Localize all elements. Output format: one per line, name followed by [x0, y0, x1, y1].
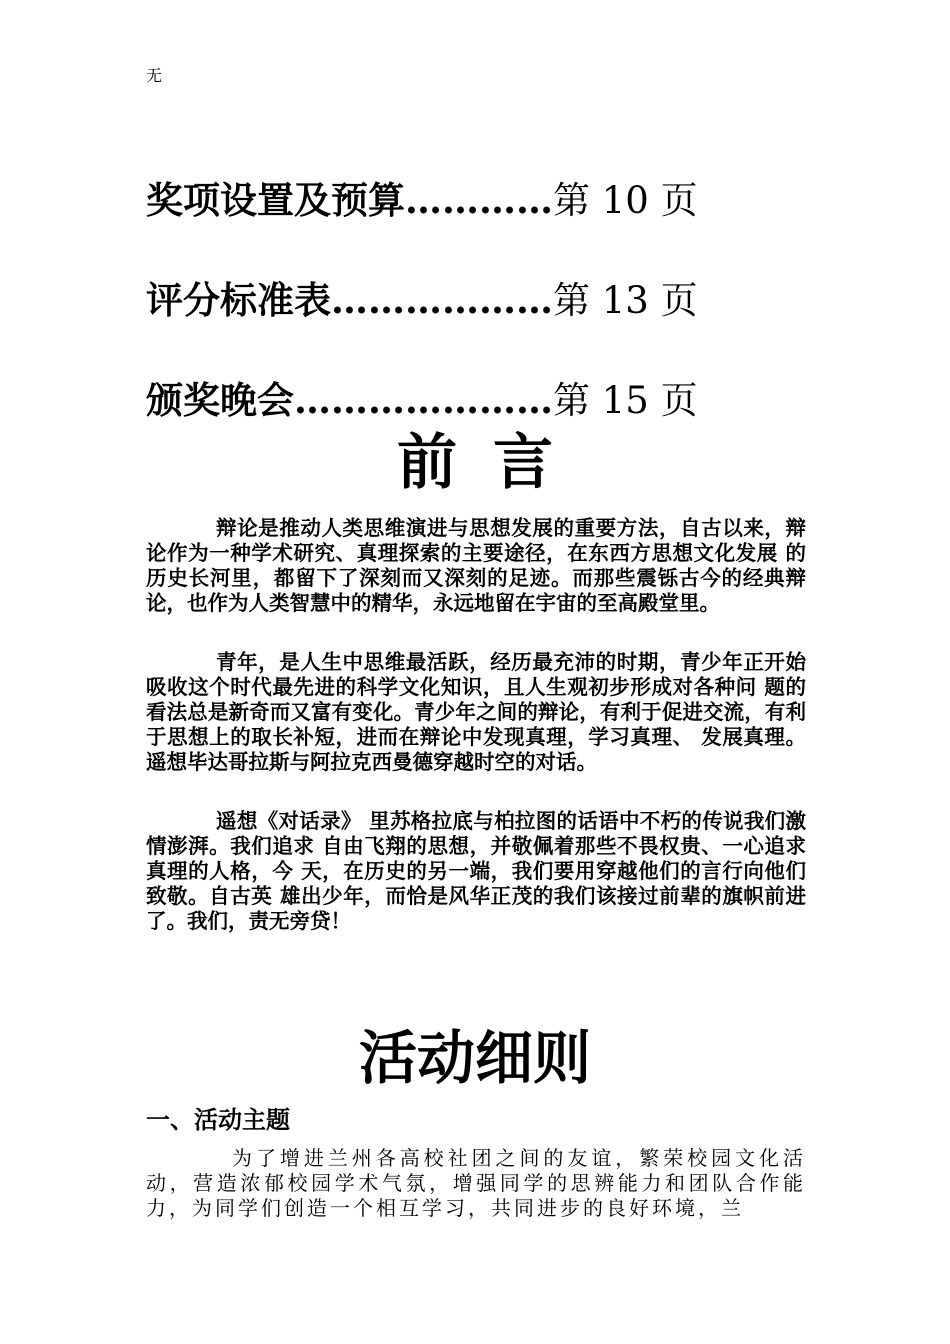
preface-paragraph: 辩论是推动人类思维演进与思想发展的重要方法，自古以来，辩论作为一种学术研究、真理探索的主要途径，在东西方思想文化发展 的历史长河里，都留下了深刻而又深刻的足迹。而那些震铄古今的经典辩论，也作为人类智慧中的精华，永远地留在宇宙的至高殿堂里。 [146, 516, 806, 615]
toc-page-number: 第 10 页 [553, 179, 698, 222]
toc-page-number: 第 13 页 [553, 279, 698, 322]
preface-title: 前言 [397, 428, 589, 498]
toc-entry-title: 奖项设置及预算 [146, 178, 405, 222]
preface-paragraph: 遥想《对话录》 里苏格拉底与柏拉图的话语中不朽的传说我们激情澎湃。我们追求 自由飞翔的思想，并敬佩着那些不畏权贵、一心追求真理的人格，今 天，在历史的另一端，我们要用穿越他们的言行向他们致敬。自古英 雄出少年，而恰是风华正茂的我们该接过前辈的旗帜前进了。我们，责无旁贷！ [146, 809, 806, 933]
toc-entry-title: 颁奖晚会 [146, 378, 294, 422]
toc-page-number: 第 15 页 [553, 379, 698, 422]
table-of-contents [146, 170, 826, 470]
toc-entry-scoring [146, 270, 826, 370]
toc-entry-title: 评分标准表 [146, 278, 331, 322]
theme-subheading: 一、活动主题 [146, 1105, 290, 1134]
theme-paragraph: 为了增进兰州各高校社团之间的友谊，繁荣校园文化活动，营造浓郁校园学术气氛，增强同学的思辨能力和团队合作能力，为同学们创造一个相互学习，共同进步的良好环境，兰 [146, 1146, 806, 1220]
toc-entry-awards [146, 170, 826, 270]
toc-leader: ………………… [294, 378, 553, 422]
toc-leader: ………… [405, 178, 553, 222]
preface-paragraph: 青年，是人生中思维最活跃，经历最充沛的时期，青少年正开始吸收这个时代最先进的科学文化知识，且人生观初步形成对各种问 题的看法总是新奇而又富有变化。青少年之间的辩论，有利于促进交流，有利于思想上的取长补短，进而在辩论中发现真理，学习真理、 发展真理。遥想毕达哥拉斯与阿拉克西曼德穿越时空的对话。 [146, 650, 806, 774]
toc-leader: ……………… [331, 278, 553, 322]
header-mark: 无 [146, 66, 163, 85]
preface-body [146, 516, 806, 968]
details-title: 活动细则 [358, 1024, 591, 1092]
